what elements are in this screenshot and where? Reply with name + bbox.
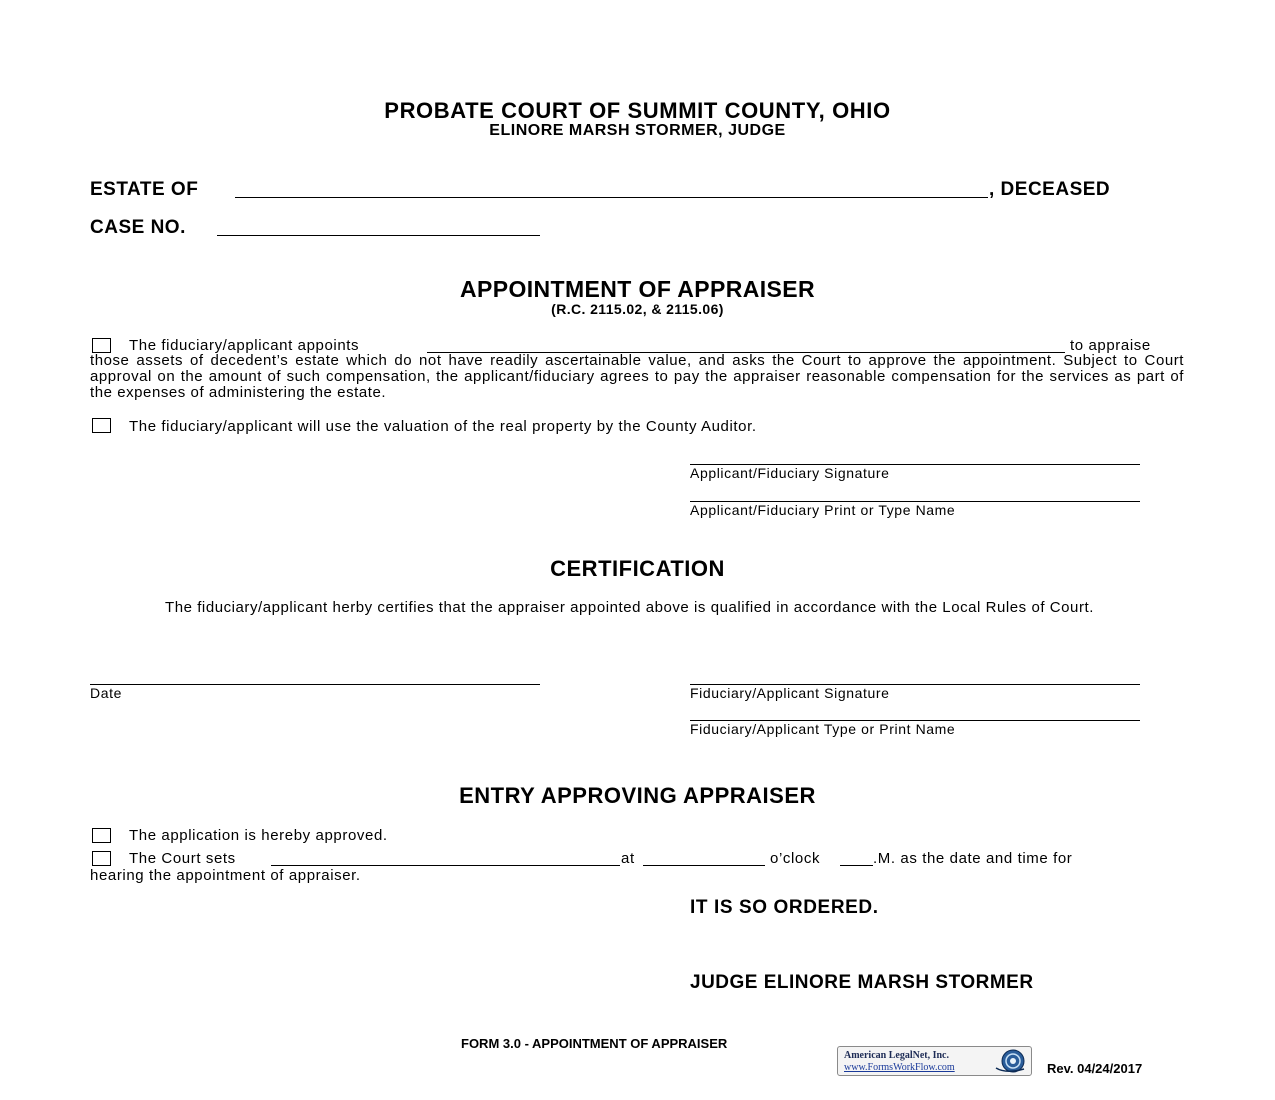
appointment-title: APPOINTMENT OF APPRAISER <box>459 276 816 302</box>
globe-icon <box>994 1048 1028 1075</box>
entry-option1: The application is hereby approved. <box>129 827 388 844</box>
applicant-name-label: Applicant/Fiduciary Print or Type Name <box>690 502 956 518</box>
certification-title: CERTIFICATION <box>550 556 725 581</box>
so-ordered: IT IS SO ORDERED. <box>690 897 879 918</box>
legalnet-logo[interactable] <box>837 1046 1032 1076</box>
hearing-date-field[interactable] <box>271 865 620 866</box>
estate-label: ESTATE OF <box>90 179 199 200</box>
hearing-time-field[interactable] <box>643 865 765 866</box>
entry-option2-d: .M. as the date and time for <box>873 850 1073 867</box>
entry-option2-a: The Court sets <box>129 850 236 867</box>
date-line[interactable] <box>90 684 540 685</box>
entry-option2-b: at <box>621 850 635 867</box>
appoint-appraiser-checkbox[interactable] <box>92 338 111 353</box>
entry-option2-e: hearing the appointment of appraiser. <box>90 867 361 884</box>
certification-body: The fiduciary/applicant herby certifies that the appraiser appointed above is qualified in accordance with the Local Rules of Court. <box>165 599 1094 616</box>
case-label: CASE NO. <box>90 217 186 238</box>
am-pm-field[interactable] <box>840 865 873 866</box>
logo-url[interactable]: www.FormsWorkFlow.com <box>844 1062 955 1073</box>
judge-subtitle: ELINORE MARSH STORMER, JUDGE <box>489 122 786 139</box>
hearing-checkbox[interactable] <box>92 851 111 866</box>
entry-option2-c: o’clock <box>770 850 821 867</box>
estate-name-field[interactable] <box>235 197 988 198</box>
county-auditor-checkbox[interactable] <box>92 418 111 433</box>
entry-title: ENTRY APPROVING APPRAISER <box>459 783 816 808</box>
fiduciary-signature-label: Fiduciary/Applicant Signature <box>690 685 890 701</box>
fiduciary-name-label: Fiduciary/Applicant Type or Print Name <box>690 721 956 737</box>
form-number: FORM 3.0 - APPOINTMENT OF APPRAISER <box>461 1036 728 1051</box>
date-label: Date <box>90 685 122 701</box>
option1-body: those assets of decedent’s estate which do not have readily ascertainable value, and asks the Court to approve the appointment. Subject to Court approval on the amount of such compensation, the applicant/fiduciary agrees to pay the appraiser reasonable compensation for the services as part of the expenses of administering the estate. <box>90 352 1184 401</box>
statute-reference: (R.C. 2115.02, & 2115.06) <box>551 301 724 317</box>
applicant-signature-label: Applicant/Fiduciary Signature <box>690 465 890 481</box>
deceased-label: , DECEASED <box>989 179 1111 200</box>
court-title: PROBATE COURT OF SUMMIT COUNTY, OHIO <box>384 98 891 123</box>
option1-prefix: The fiduciary/applicant appoints <box>129 337 360 354</box>
approved-checkbox[interactable] <box>92 828 111 843</box>
option2-text: The fiduciary/applicant will use the valuation of the real property by the County Auditor. <box>129 418 757 435</box>
revision-date: Rev. 04/24/2017 <box>1047 1061 1143 1076</box>
case-number-field[interactable] <box>217 235 540 236</box>
judge-signature-name: JUDGE ELINORE MARSH STORMER <box>690 972 1034 993</box>
logo-company: American LegalNet, Inc. <box>844 1050 949 1061</box>
option1-suffix: to appraise <box>1070 337 1151 354</box>
